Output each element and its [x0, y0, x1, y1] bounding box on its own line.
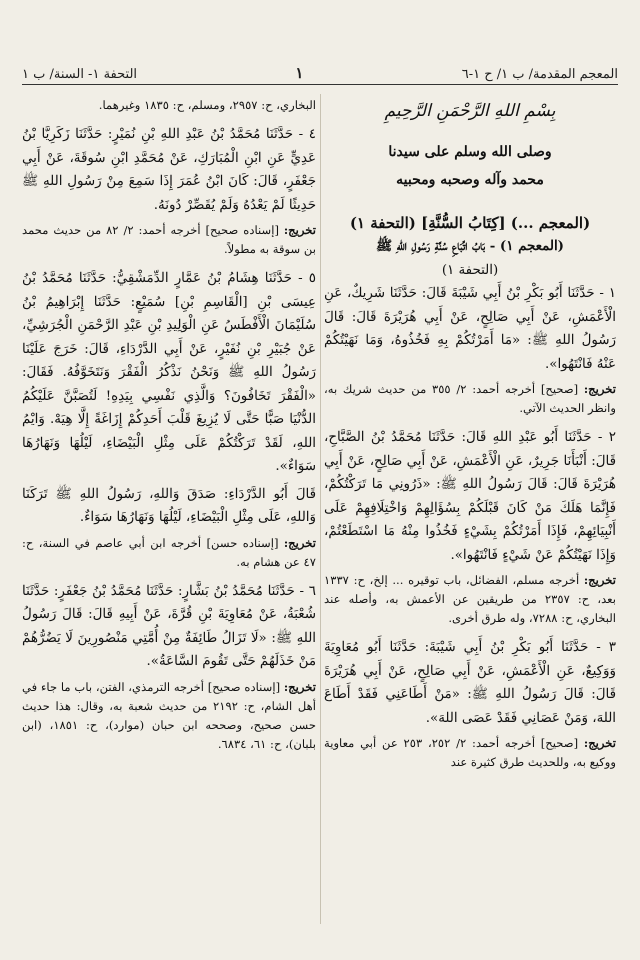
- takhrij-label: تخريج:: [283, 679, 316, 694]
- salat-line-1: وصلى الله وسلم على سيدنا: [388, 143, 552, 160]
- takhrij-text: [إسناده صحيح] أخرجه أحمد: ٢/ ٨٢ من حديث محمد بن سوقة به مطولاً.: [22, 223, 316, 256]
- takhrij-3: [324, 734, 616, 772]
- takhrij-2: [324, 571, 616, 628]
- takhrij-4: [22, 221, 316, 259]
- hadith-2: ٢ - حَدَّثَنَا أَبُو عَبْدِ اللهِ قَالَ: حَدَّثَنَا مُحَمَّدُ بْنُ الصَّبَّاحِ، قَالَ: أَنْبَأَنَا جَرِيرٌ، عَنِ الْأَعْمَشِ، عَنْ أَبِي صَالِحٍ، عَنْ أَبِي هُرَيْرَةَ قَالَ: قَالَ رَسُولُ اللهِ ﷺ: «ذَرُونِي مَا تَرَكْتُكُمْ، فَإِنَّمَا هَلَكَ مَنْ كَانَ قَبْلَكُمْ بِسُؤَالِهِمْ وَاخْتِلَافِهِمْ عَلَى أَنْبِيَائِهِمْ، فَإِذَا أَمَرْتُكُمْ بِشَيْءٍ فَخُذُوا مِنْهُ مَا اسْتَطَعْتُمْ، وَإِذَا نَهَيْتُكُمْ عَنْ شَيْءٍ فَانْتَهُوا».: [324, 430, 616, 563]
- book-title: (المعجم ...) [كِتَابُ السُّنَّةِ] (التحفة ١): [349, 213, 591, 232]
- running-header: [22, 56, 618, 82]
- right-column: [324, 94, 616, 924]
- takhrij-5: [22, 534, 316, 572]
- hadith-5: ٥ - حَدَّثَنَا هِشَامُ بْنُ عَمَّارٍ الدِّمَشْقِيُّ: حَدَّثَنَا مُحَمَّدُ بْنُ عِيسَى بْنِ [الْقَاسِمِ بْنِ] سُمَيْعٍ: حَدَّثَنَا إِبْرَاهِيمُ بْنُ سُلَيْمَانَ الْأَفْطَسُ عَنِ الْوَلِيدِ بْنِ عَبْدِ الرَّحْمَنِ الْجُرَشِيِّ، عَنْ جُبَيْرِ بْنِ نُفَيْرٍ، عَنْ أَبِي الدَّرْدَاءِ، قَالَ: خَرَجَ عَلَيْنَا رَسُولُ اللهِ ﷺ وَنَحْنُ نَذْكُرُ الْفَقْرَ وَنَتَخَوَّفُهُ. فَقَالَ: «الْفَقْرَ تَخَافُونَ؟ وَالَّذِي نَفْسِي بِيَدِهِ! لَتُصَبَّنَّ عَلَيْكُمُ الدُّنْيَا صَبًّا حَتَّى لَا يُزِيغَ قَلْبَ أَحَدِكُمْ إِزَاغَةً إِلَّا هِيَهْ. وَايْمُ اللهِ، لَقَدْ تَرَكْتُكُمْ عَلَى مِثْلِ الْبَيْضَاءِ، لَيْلُهَا وَنَهَارُهَا سَوَاءٌ».: [22, 271, 316, 474]
- takhrij-label: تخريج:: [283, 535, 316, 550]
- takhrij-label: تخريج:: [583, 382, 616, 396]
- column-divider: [320, 94, 321, 924]
- hadith-3: ٣ - حَدَّثَنَا أَبُو بَكْرِ بْنُ أَبِي شَيْبَةَ: حَدَّثَنَا أَبُو مُعَاوِيَةَ وَوَكِيعٌ، عَنِ الْأَعْمَشِ، عَنْ أَبِي صَالِحٍ، عَنْ أَبِي هُرَيْرَةَ قَالَ: قَالَ رَسُولُ اللهِ ﷺ: «مَنْ أَطَاعَنِي فَقَدْ أَطَاعَ اللهَ، وَمَنْ عَصَانِي فَقَدْ عَصَى اللهَ».: [324, 640, 616, 726]
- chapter-tuhfa: (التحفة ١): [441, 262, 499, 278]
- hadith-4: ٤ - حَدَّثَنَا مُحَمَّدُ بْنُ عَبْدِ اللهِ بْنِ نُمَيْرٍ: حَدَّثَنَا زَكَرِيَّا بْنُ عَدِيٍّ عَنِ ابْنِ الْمُبَارَكِ، عَنْ مُحَمَّدِ ابْنِ سُوقَةَ، عَنْ أَبِي جَعْفَرٍ، قَالَ: كَانَ ابْنُ عُمَرَ إِذَا سَمِعَ مِنْ رَسُولِ اللهِ ﷺ حَدِيثًا لَمْ يَعْدُهُ وَلَمْ يُقَصِّرْ دُونَهُ.: [22, 127, 316, 213]
- takhrij-label: تخريج:: [583, 573, 616, 587]
- takhrij-text: [صحيح] أخرجه أحمد: ٢/ ٢٥٢، ٢٥٣ عن أبي معاوية ووكيع به، وللحديث طرق كثيرة عند: [324, 736, 616, 769]
- salat-line-2: محمد وآله وصحبه ومحبيه: [396, 171, 544, 188]
- page-number: ١: [295, 64, 304, 82]
- takhrij-label: تخريج:: [583, 736, 616, 750]
- salat-block: [324, 138, 616, 194]
- header-rule: [22, 84, 618, 85]
- takhrij-text: [إسناده حسن] أخرجه ابن أبي عاصم في السنة، ح: ٤٧ عن هشام به.: [22, 535, 316, 569]
- hadith-5-comment: قَالَ أَبُو الدَّرْدَاءِ: صَدَقَ وَاللهِ، رَسُولُ اللهِ ﷺ تَرَكَنَا وَاللهِ، عَلَى مِثْلِ الْبَيْضَاءِ، لَيْلُهَا وَنَهَارُهَا سَوَاءٌ.: [22, 486, 316, 525]
- takhrij-label: تخريج:: [283, 223, 316, 237]
- chapter-title: (المعجم ١) - بَابُ اتِّبَاعِ سُنَّةِ رَسُولِ اللهِ ﷺ: [375, 238, 565, 254]
- takhrij-text: [صحيح] أخرجه أحمد: ٢/ ٣٥٥ من حديث شريك به، وانظر الحديث الآتي.: [324, 382, 616, 415]
- takhrij-text: [إسناده صحيح] أخرجه الترمذي، الفتن، باب ما جاء في أهل الشام، ح: ٢١٩٢ من حديث شعبة به، وقال: هذا حديث حسن صحيح، وصححه ابن حبان (موارد)، ح: ١٨٥١، (ابن بلبان)، ح: ٦١، ٦٨٣٤.: [22, 679, 316, 751]
- hadith-6: ٦ - حَدَّثَنَا مُحَمَّدُ بْنُ بَشَّارٍ: حَدَّثَنَا مُحَمَّدُ بْنُ جَعْفَرٍ: حَدَّثَنَا شُعْبَةُ، عَنْ مُعَاوِيَةَ بْنِ قُرَّةَ، عَنْ أَبِيهِ قَالَ: قَالَ رَسُولُ اللهِ ﷺ: «لَا تَزَالُ طَائِفَةٌ مِنْ أُمَّتِي مَنْصُورِينَ لَا يَضُرُّهُمْ مَنْ خَذَلَهُمْ حَتَّى تَقُومَ السَّاعَةُ».: [22, 583, 316, 669]
- header-right: المعجم المقدمة/ ب ١/ ح ١-٦: [461, 67, 618, 82]
- left-column: [22, 94, 316, 924]
- takhrij-text: أخرجه مسلم، الفضائل، باب توقيره ... إلخ، ح: ١٣٣٧ بعد، ح: ٢٣٥٧ من طريقين عن الأعمش به، وأصله عند البخاري، ح: ٧٢٨٨، وله طرق أخرى.: [324, 573, 616, 625]
- takhrij-1: [324, 380, 616, 418]
- hadith-1: ١ - حَدَّثَنَا أَبُو بَكْرِ بْنُ أَبِي شَيْبَةَ قَالَ: حَدَّثَنَا شَرِيكٌ، عَنِ الْأَعْمَشِ، عَنْ أَبِي صَالِحٍ، عَنْ أَبِي هُرَيْرَةَ قَالَ: قَالَ رَسُولُ اللهِ ﷺ: «مَا أَمَرْتُكُمْ بِهِ فَخُذُوهُ، وَمَا نَهَيْتُكُمْ عَنْهُ فَانْتَهُوا».: [324, 286, 616, 372]
- basmala: بِسْمِ اللهِ الرَّحْمَنِ الرَّحِيمِ: [384, 101, 556, 121]
- header-left: التحفة ١- السنة/ ب ١: [22, 67, 138, 82]
- takhrij-continued: البخاري، ح: ٢٩٥٧، ومسلم، ح: ١٨٣٥ وغيرهما.: [98, 98, 316, 112]
- takhrij-6: [22, 678, 316, 754]
